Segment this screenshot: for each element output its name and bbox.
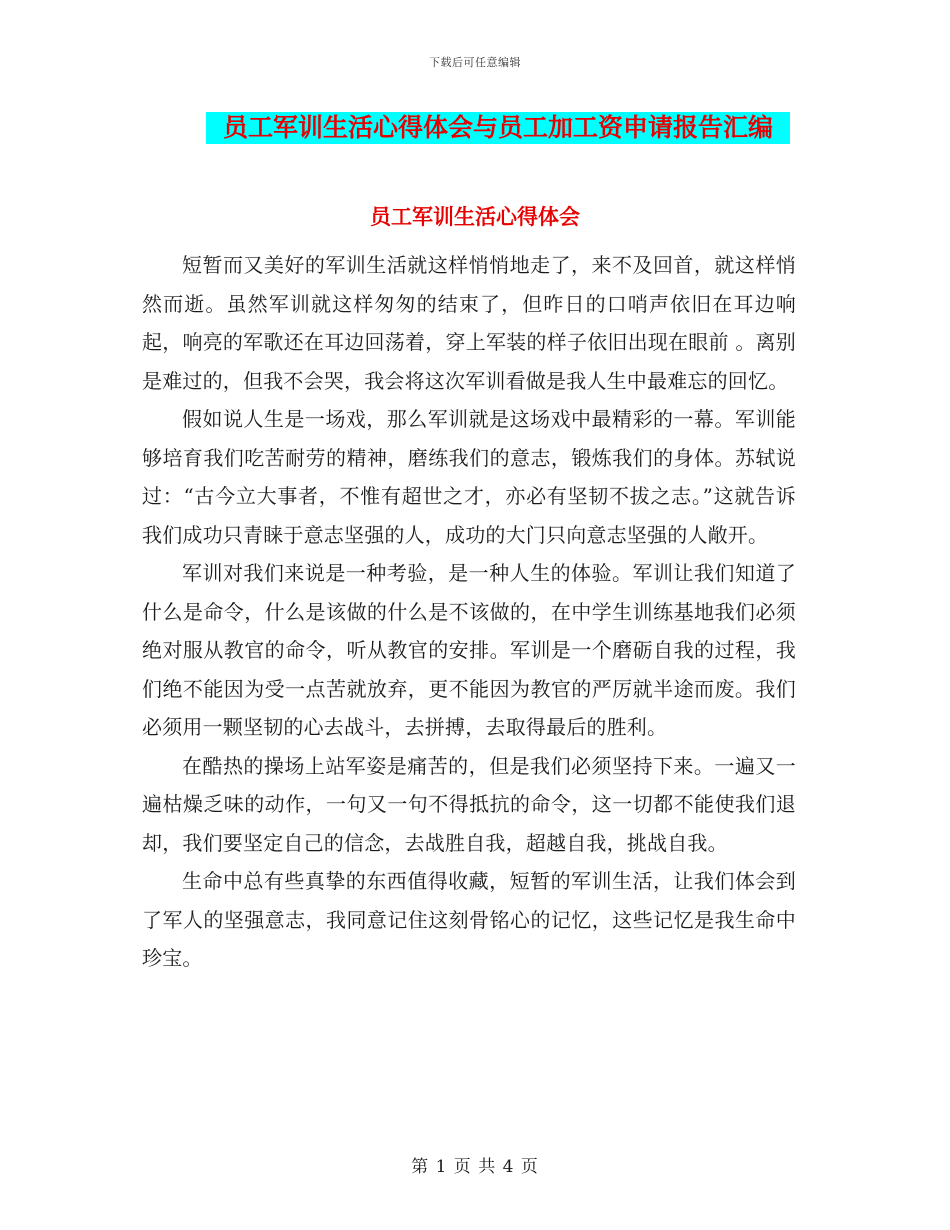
header-note: 下载后可任意编辑 xyxy=(429,56,521,69)
paragraph: 在酷热的操场上站军姿是痛苦的，但是我们必须坚持下来。一遍又一遍枯燥乏味的动作，一句又一句不得抵抗的命令，这一切都不能使我们退却，我们要坚定自己的信念，去战胜自我，超越自我，挑战自我。 xyxy=(142,753,796,855)
paragraph: 假如说人生是一场戏，那么军训就是这场戏中最精彩的一幕。军训能够培育我们吃苦耐劳的精神，磨练我们的意志，锻炼我们的身体。苏轼说过：“古今立大事者，不惟有超世之才，亦必有坚韧不拔之志。”这就告诉我们成功只青睐于意志坚强的人，成功的大门只向意志坚强的人敞开。 xyxy=(142,407,796,547)
section-title: 员工军训生活心得体会 xyxy=(370,204,580,229)
paragraph: 生命中总有些真挚的东西值得收藏，短暂的军训生活，让我们体会到了军人的坚强意志，我同意记住这刻骨铭心的记忆，这些记忆是我生命中珍宝。 xyxy=(142,869,796,970)
main-title: 员工军训生活心得体会与员工加工资申请报告汇编 xyxy=(222,113,773,142)
page-number: 第 1 页 共 4 页 xyxy=(411,1157,539,1177)
body-text xyxy=(142,246,796,978)
paragraph: 短暂而又美好的军训生活就这样悄悄地走了，来不及回首，就这样悄然而逝。虽然军训就这样匆匆的结束了，但昨日的口哨声依旧在耳边响起，响亮的军歌还在耳边回荡着，穿上军装的样子依旧出现在眼前 。离别是难过的，但我不会哭，我会将这次军训看做是我人生中最难忘的回忆。 xyxy=(142,253,796,393)
paragraph: 军训对我们来说是一种考验，是一种人生的体验。军训让我们知道了什么是命令，什么是该做的什么是不该做的，在中学生训练基地我们必须绝对服从教官的命令，听从教官的安排。军训是一个磨砺自我的过程，我们绝不能因为受一点苦就放弃，更不能因为教官的严厉就半途而废。我们必须用一颗坚韧的心去战斗，去拼搏，去取得最后的胜利。 xyxy=(142,561,796,739)
main-title-highlight xyxy=(206,112,790,144)
